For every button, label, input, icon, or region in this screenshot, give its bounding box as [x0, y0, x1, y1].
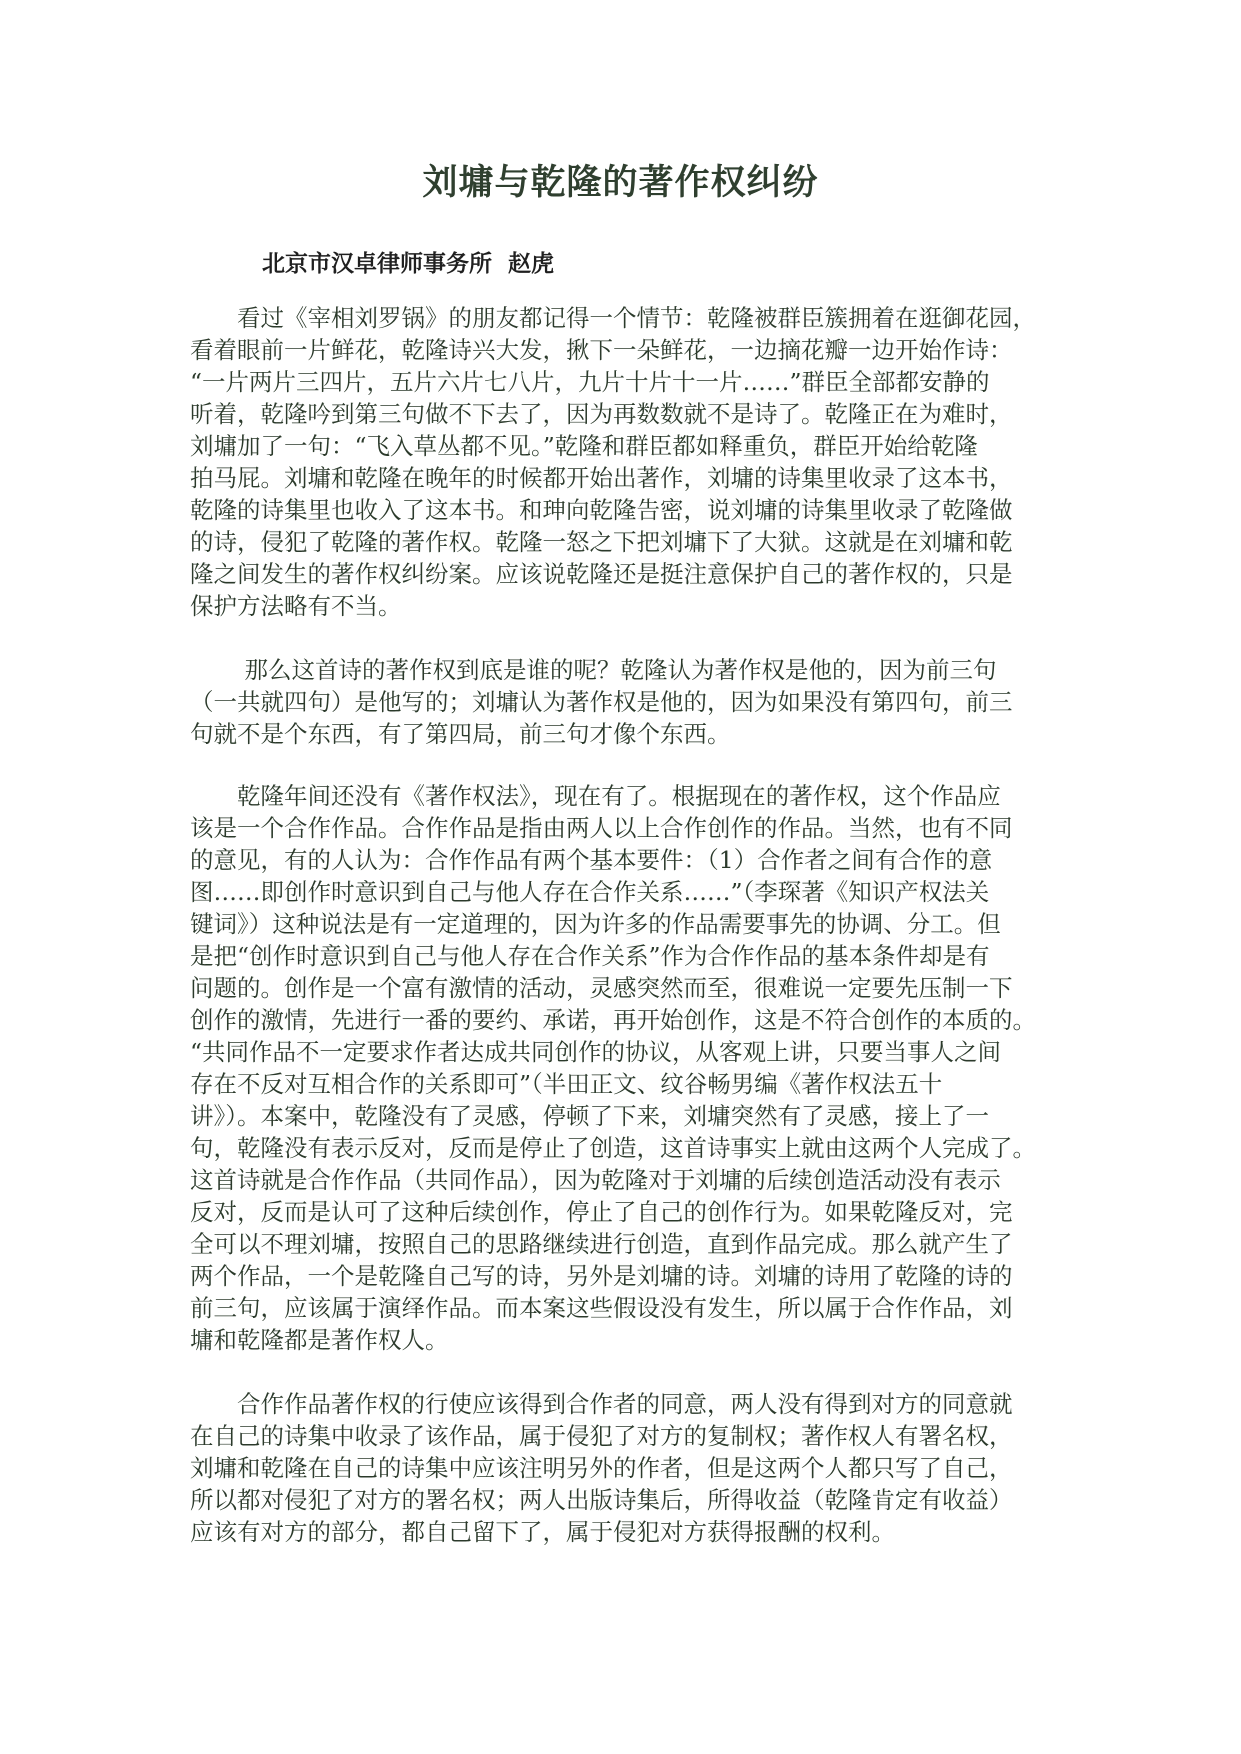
text-line: 反对，反而是认可了这种后续创作，停止了自己的创作行为。如果乾隆反对，完	[190, 1198, 1013, 1226]
text-line: 存在不反对互相合作的关系即可”（半田正文、纹谷畅男编《著作权法五十	[190, 1070, 943, 1098]
text-line: 应该有对方的部分，都自己留下了，属于侵犯对方获得报酬的权利。	[190, 1518, 895, 1546]
text-line: 刘墉加了一句：“飞入草丛都不见。”乾隆和群臣都如释重负，群臣开始给乾隆	[190, 432, 978, 460]
paragraph-3	[190, 780, 1060, 1356]
text-line: 看过《宰相刘罗锅》的朋友都记得一个情节：乾隆被群臣簇拥着在逛御花园，	[190, 304, 1036, 332]
text-line: 问题的。创作是一个富有激情的活动，灵感突然而至，很难说一定要先压制一下	[190, 974, 1013, 1002]
text-line: “共同作品不一定要求作者达成共同创作的协议，从客观上讲，只要当事人之间	[190, 1038, 1002, 1066]
paragraph-1	[190, 302, 1060, 622]
text-line: 的诗，侵犯了乾隆的著作权。乾隆一怒之下把刘墉下了大狱。这就是在刘墉和乾	[190, 528, 1013, 556]
author-line: 北京市汉卓律师事务所 赵虎	[262, 251, 555, 277]
text-line: 键词》）这种说法是有一定道理的，因为许多的作品需要事先的协调、分工。但	[190, 910, 1001, 938]
text-line: 该是一个合作作品。合作作品是指由两人以上合作创作的作品。当然，也有不同	[190, 814, 1013, 842]
text-line: 的意见，有的人认为：合作作品有两个基本要件：（1）合作者之间有合作的意	[190, 846, 993, 874]
document-title: 刘墉与乾隆的著作权纠纷	[422, 162, 819, 203]
text-line: 图……即创作时意识到自己与他人存在合作关系……”（李琛著《知识产权法关	[190, 878, 990, 906]
text-line: 听着，乾隆吟到第三句做不下去了，因为再数数就不是诗了。乾隆正在为难时，	[190, 400, 1013, 428]
text-line: 句就不是个东西，有了第四局，前三句才像个东西。	[190, 720, 731, 748]
text-line: 前三句，应该属于演绎作品。而本案这些假设没有发生，所以属于合作作品，刘	[190, 1294, 1013, 1322]
text-line: 看着眼前一片鲜花，乾隆诗兴大发，揪下一朵鲜花，一边摘花瓣一边开始作诗：	[190, 336, 1013, 364]
text-line: “一片两片三四片，五片六片七八片，九片十片十一片……”群臣全部都安静的	[190, 368, 990, 396]
text-line: 保护方法略有不当。	[190, 592, 402, 620]
text-line: 两个作品，一个是乾隆自己写的诗，另外是刘墉的诗。刘墉的诗用了乾隆的诗的	[190, 1262, 1013, 1290]
text-line: 合作作品著作权的行使应该得到合作者的同意，两人没有得到对方的同意就	[190, 1390, 1013, 1418]
text-line: 讲》）。本案中，乾隆没有了灵感，停顿了下来，刘墉突然有了灵感，接上了一	[190, 1102, 989, 1130]
text-line: 乾隆年间还没有《著作权法》，现在有了。根据现在的著作权，这个作品应	[190, 782, 1001, 810]
text-line: 是把“创作时意识到自己与他人存在合作关系”作为合作作品的基本条件却是有	[190, 942, 990, 970]
text-line: 句，乾隆没有表示反对，反而是停止了创造，这首诗事实上就由这两个人完成了。	[190, 1134, 1036, 1162]
text-line: 墉和乾隆都是著作权人。	[190, 1326, 449, 1354]
text-line: 在自己的诗集中收录了该作品，属于侵犯了对方的复制权；著作权人有署名权，	[190, 1422, 1013, 1450]
text-line: 全可以不理刘墉，按照自己的思路继续进行创造，直到作品完成。那么就产生了	[190, 1230, 1013, 1258]
paragraph-2	[190, 654, 1060, 750]
text-line: 所以都对侵犯了对方的署名权；两人出版诗集后，所得收益（乾隆肯定有收益）	[190, 1486, 1013, 1514]
paragraph-4	[190, 1388, 1060, 1548]
text-line: 乾隆的诗集里也收入了这本书。和珅向乾隆告密，说刘墉的诗集里收录了乾隆做	[190, 496, 1013, 524]
text-line: 那么这首诗的著作权到底是谁的呢？乾隆认为著作权是他的，因为前三句	[190, 656, 997, 684]
text-line: （一共就四句）是他写的；刘墉认为著作权是他的，因为如果没有第四句，前三	[190, 688, 1013, 716]
text-line: 创作的激情，先进行一番的要约、承诺，再开始创作，这是不符合创作的本质的。	[190, 1006, 1036, 1034]
text-line: 拍马屁。刘墉和乾隆在晚年的时候都开始出著作，刘墉的诗集里收录了这本书，	[190, 464, 1013, 492]
text-line: 这首诗就是合作作品（共同作品），因为乾隆对于刘墉的后续创造活动没有表示	[190, 1166, 1001, 1194]
text-line: 隆之间发生的著作权纠纷案。应该说乾隆还是挺注意保护自己的著作权的，只是	[190, 560, 1013, 588]
text-line: 刘墉和乾隆在自己的诗集中应该注明另外的作者，但是这两个人都只写了自己，	[190, 1454, 1013, 1482]
